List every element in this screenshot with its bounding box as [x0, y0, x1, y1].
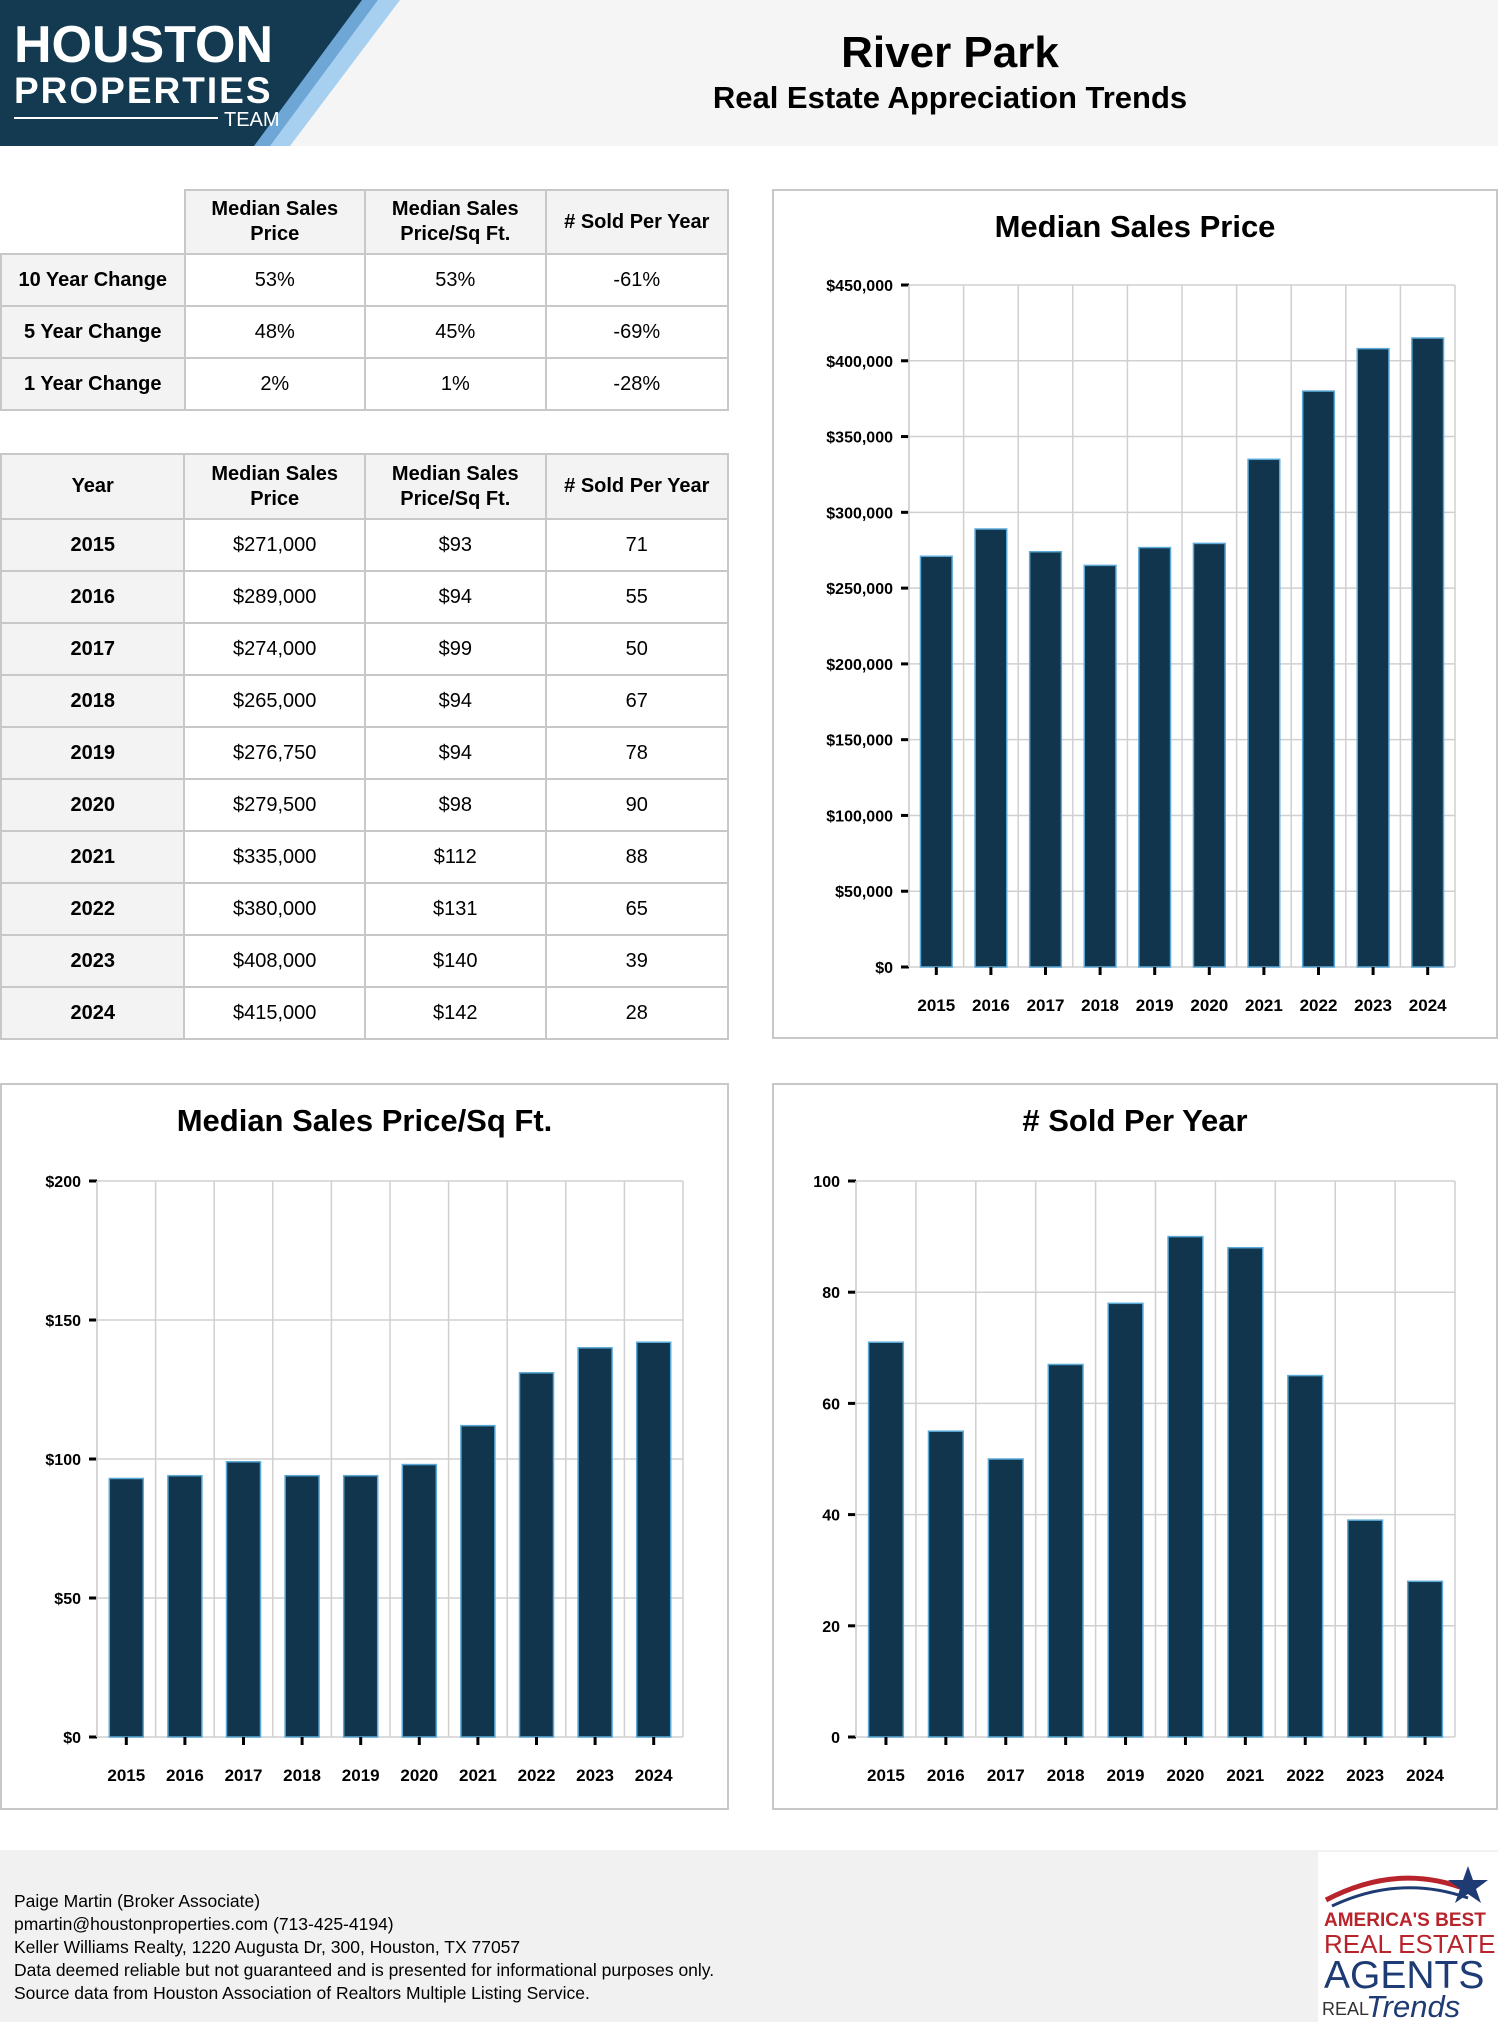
- table-cell: 1%: [365, 358, 546, 410]
- bar-2019: [1108, 1303, 1143, 1737]
- table-cell: -28%: [546, 358, 728, 410]
- row-year: 2017: [1, 623, 184, 675]
- row-year: 2020: [1, 779, 184, 831]
- logo-line3: TEAM: [224, 109, 280, 131]
- agent-name: Paige Martin (Broker Associate): [14, 1891, 261, 1911]
- table-cell: -69%: [546, 306, 728, 358]
- table-cell: 71: [546, 519, 728, 571]
- x-tick-label: 2020: [1190, 996, 1229, 1015]
- x-tick-label: 2016: [971, 996, 1010, 1015]
- price-sqft-chart: [0, 1083, 729, 1810]
- table-row: [1, 306, 728, 358]
- badge-line4: REAL: [1322, 1999, 1370, 2019]
- y-tick-label: $150,000: [826, 732, 893, 750]
- table-cell: $265,000: [184, 675, 365, 727]
- bar-2017: [227, 1462, 261, 1737]
- x-tick-label: 2018: [283, 1766, 322, 1785]
- table-cell: $93: [365, 519, 546, 571]
- badge-line2: REAL ESTATE: [1324, 1929, 1496, 1959]
- x-tick-label: 2019: [1106, 1766, 1145, 1785]
- y-tick-label: $0: [875, 960, 893, 977]
- bar-2015: [920, 556, 952, 967]
- row-year: 2024: [1, 987, 184, 1039]
- table-cell: -61%: [546, 254, 728, 306]
- table-cell: 28: [546, 987, 728, 1039]
- y-tick-label: $150: [45, 1313, 81, 1330]
- x-tick-label: 2021: [1226, 1766, 1265, 1785]
- chart-title: Median Sales Price: [994, 209, 1276, 244]
- price-sqft-plot: [2, 1085, 731, 1812]
- badge-line1: AMERICA'S BEST: [1324, 1910, 1486, 1931]
- x-tick-label: 2017: [986, 1766, 1025, 1785]
- table-row: [1, 831, 728, 883]
- bar-2016: [975, 529, 1007, 967]
- median-price-plot: [774, 191, 1498, 1041]
- table-cell: 39: [546, 935, 728, 987]
- table-cell: $140: [365, 935, 546, 987]
- y-tick-label: $100,000: [826, 808, 893, 826]
- x-tick-label: 2024: [1406, 1766, 1444, 1785]
- y-tick-label: $50,000: [835, 884, 893, 902]
- change-table-header: [1, 190, 728, 254]
- x-tick-label: 2024: [634, 1766, 673, 1785]
- americas-best-badge: [1318, 1852, 1498, 2022]
- table-cell: $380,000: [184, 883, 365, 935]
- page-footer: [0, 1850, 1498, 2022]
- x-tick-label: 2017: [224, 1766, 263, 1785]
- row-year: 2016: [1, 571, 184, 623]
- table-cell: $415,000: [184, 987, 365, 1039]
- table-cell: $94: [365, 727, 546, 779]
- table-cell: $94: [365, 675, 546, 727]
- bar-2022: [1303, 391, 1335, 967]
- table-row: [1, 519, 728, 571]
- table-row: [1, 571, 728, 623]
- x-tick-label: 2015: [917, 996, 956, 1015]
- y-tick-label: 0: [831, 1730, 840, 1747]
- x-tick-label: 2016: [165, 1766, 204, 1785]
- bar-2018: [285, 1476, 319, 1737]
- median-price-chart: [772, 189, 1498, 1039]
- badge-line3: AGENTS: [1324, 1954, 1485, 1997]
- row-label: 1 Year Change: [1, 358, 185, 410]
- table-cell: $94: [365, 571, 546, 623]
- table-row: [1, 987, 728, 1039]
- table-cell: $335,000: [184, 831, 365, 883]
- year-col-sold: # Sold Per Year: [546, 454, 728, 519]
- table-cell: $98: [365, 779, 546, 831]
- x-tick-label: 2022: [517, 1766, 556, 1785]
- x-tick-label: 2015: [107, 1766, 146, 1785]
- bar-2019: [344, 1476, 378, 1737]
- row-year: 2018: [1, 675, 184, 727]
- x-tick-label: 2023: [1346, 1766, 1385, 1785]
- x-tick-label: 2019: [341, 1766, 380, 1785]
- y-tick-label: $50: [54, 1591, 81, 1608]
- table-cell: 53%: [365, 254, 546, 306]
- table-row: [1, 883, 728, 935]
- x-tick-label: 2020: [400, 1766, 439, 1785]
- bar-2021: [1248, 459, 1280, 967]
- table-cell: 78: [546, 727, 728, 779]
- sold-per-year-plot: [774, 1085, 1498, 1812]
- year-table-header: [1, 454, 728, 519]
- y-tick-label: 20: [822, 1618, 840, 1636]
- bar-2020: [1168, 1237, 1203, 1737]
- x-tick-label: 2023: [1354, 996, 1393, 1015]
- table-cell: $276,750: [184, 727, 365, 779]
- y-tick-label: $400,000: [826, 353, 893, 371]
- bar-2020: [402, 1465, 436, 1737]
- data-source: Source data from Houston Association of Realtors Multiple Listing Service.: [14, 1983, 590, 2003]
- table-cell: 2%: [185, 358, 366, 410]
- chart-title: # Sold Per Year: [1022, 1103, 1248, 1138]
- table-row: [1, 623, 728, 675]
- y-tick-label: $350,000: [826, 429, 893, 447]
- sold-per-year-chart: [772, 1083, 1498, 1810]
- y-tick-label: 40: [822, 1507, 840, 1525]
- x-tick-label: 2017: [1026, 996, 1065, 1015]
- brand-logo: [0, 0, 400, 146]
- table-cell: 67: [546, 675, 728, 727]
- row-year: 2021: [1, 831, 184, 883]
- bar-2015: [869, 1342, 904, 1737]
- table-row: [1, 935, 728, 987]
- table-cell: 53%: [185, 254, 366, 306]
- y-tick-label: $450,000: [826, 278, 893, 295]
- table-row: [1, 675, 728, 727]
- row-label: 5 Year Change: [1, 306, 185, 358]
- table-cell: 88: [546, 831, 728, 883]
- year-col-sqft: Median Sales Price/Sq Ft.: [365, 454, 546, 519]
- y-tick-label: 100: [813, 1174, 840, 1191]
- page-header: [0, 0, 1498, 146]
- change-table-corner: [1, 190, 185, 254]
- bar-2023: [578, 1348, 612, 1737]
- table-cell: $408,000: [184, 935, 365, 987]
- page-subtitle: Real Estate Appreciation Trends: [712, 80, 1188, 115]
- y-tick-label: 80: [822, 1285, 840, 1303]
- row-year: 2019: [1, 727, 184, 779]
- table-row: [1, 727, 728, 779]
- table-row: [1, 254, 728, 306]
- page-title: River Park: [841, 28, 1059, 77]
- chart-title: Median Sales Price/Sq Ft.: [176, 1103, 553, 1138]
- y-tick-label: $200,000: [826, 656, 893, 674]
- table-row: [1, 779, 728, 831]
- table-cell: $274,000: [184, 623, 365, 675]
- y-tick-label: $250,000: [826, 581, 893, 599]
- x-tick-label: 2019: [1135, 996, 1174, 1015]
- x-tick-label: 2015: [867, 1766, 905, 1785]
- bar-2016: [168, 1476, 202, 1737]
- table-cell: 90: [546, 779, 728, 831]
- badge-line5: Trends: [1366, 1989, 1461, 2022]
- logo-line2: PROPERTIES: [14, 70, 273, 111]
- table-cell: 48%: [185, 306, 366, 358]
- table-cell: $99: [365, 623, 546, 675]
- bar-2024: [1412, 338, 1444, 967]
- x-tick-label: 2018: [1081, 996, 1120, 1015]
- bar-2024: [637, 1342, 671, 1737]
- table-cell: $142: [365, 987, 546, 1039]
- bar-2016: [928, 1431, 963, 1737]
- change-col-price: Median Sales Price: [185, 190, 366, 254]
- table-cell: $289,000: [184, 571, 365, 623]
- bar-2021: [461, 1426, 495, 1737]
- year-table: [0, 453, 729, 1040]
- change-col-sqft: Median Sales Price/Sq Ft.: [365, 190, 546, 254]
- table-cell: $271,000: [184, 519, 365, 571]
- bar-2022: [520, 1373, 554, 1737]
- logo-line1: HOUSTON: [14, 16, 274, 74]
- bar-2018: [1084, 565, 1116, 967]
- table-cell: 65: [546, 883, 728, 935]
- bar-2023: [1348, 1520, 1383, 1737]
- x-tick-label: 2016: [926, 1766, 965, 1785]
- x-tick-label: 2022: [1299, 996, 1338, 1015]
- x-tick-label: 2020: [1166, 1766, 1205, 1785]
- table-cell: 55: [546, 571, 728, 623]
- x-tick-label: 2023: [576, 1766, 615, 1785]
- bar-2018: [1048, 1364, 1083, 1737]
- bar-2017: [1030, 552, 1062, 967]
- row-year: 2022: [1, 883, 184, 935]
- year-col-price: Median Sales Price: [184, 454, 365, 519]
- y-tick-label: $0: [63, 1730, 81, 1747]
- table-cell: $112: [365, 831, 546, 883]
- x-tick-label: 2021: [458, 1766, 497, 1785]
- bar-2019: [1139, 548, 1171, 967]
- bar-2022: [1288, 1376, 1323, 1737]
- bar-2017: [988, 1459, 1023, 1737]
- x-tick-label: 2018: [1046, 1766, 1085, 1785]
- x-tick-label: 2024: [1408, 996, 1447, 1015]
- row-label: 10 Year Change: [1, 254, 185, 306]
- year-col-year: Year: [1, 454, 184, 519]
- y-tick-label: $300,000: [826, 505, 893, 523]
- table-row: [1, 358, 728, 410]
- table-cell: 50: [546, 623, 728, 675]
- agent-email-phone[interactable]: pmartin@houstonproperties.com (713-425-4194): [14, 1914, 394, 1934]
- row-year: 2015: [1, 519, 184, 571]
- agent-office-address: Keller Williams Realty, 1220 Augusta Dr, 300, Houston, TX 77057: [14, 1937, 521, 1957]
- change-table: [0, 189, 729, 411]
- bar-2015: [109, 1478, 143, 1737]
- agent-contact: [14, 1890, 714, 2005]
- bar-2023: [1357, 349, 1389, 967]
- bar-2021: [1228, 1248, 1263, 1737]
- table-cell: 45%: [365, 306, 546, 358]
- bar-2020: [1193, 543, 1225, 967]
- y-tick-label: $200: [45, 1174, 81, 1191]
- table-cell: $279,500: [184, 779, 365, 831]
- row-year: 2023: [1, 935, 184, 987]
- bar-2024: [1408, 1581, 1443, 1737]
- x-tick-label: 2022: [1286, 1766, 1325, 1785]
- y-tick-label: 60: [822, 1396, 840, 1414]
- x-tick-label: 2021: [1244, 996, 1283, 1015]
- disclaimer: Data deemed reliable but not guaranteed and is presented for informational purposes only.: [14, 1960, 715, 1980]
- y-tick-label: $100: [45, 1452, 81, 1469]
- table-cell: $131: [365, 883, 546, 935]
- change-col-sold: # Sold Per Year: [546, 190, 728, 254]
